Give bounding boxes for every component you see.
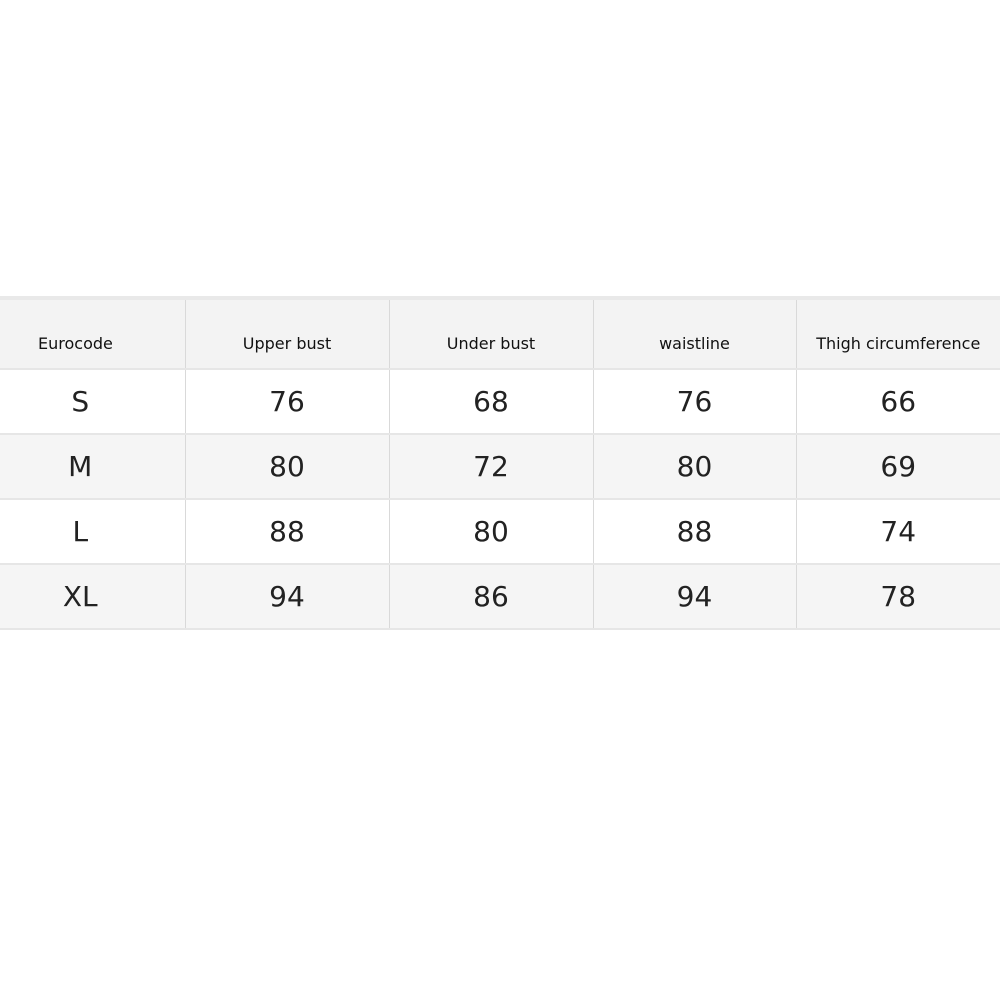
header-upper-bust: Upper bust xyxy=(185,298,389,369)
under-bust-cell: 68 xyxy=(389,369,593,434)
table-row xyxy=(0,564,1000,629)
header-row xyxy=(0,298,1000,369)
header-eurocode: Eurocode xyxy=(0,298,185,369)
thigh-circumference-cell: 78 xyxy=(796,564,1000,629)
upper-bust-cell: 94 xyxy=(185,564,389,629)
upper-bust-cell: 76 xyxy=(185,369,389,434)
upper-bust-cell: 80 xyxy=(185,434,389,499)
size-chart-table xyxy=(0,296,1000,630)
header-waistline: waistline xyxy=(593,298,796,369)
thigh-circumference-cell: 69 xyxy=(796,434,1000,499)
table-row xyxy=(0,499,1000,564)
waistline-cell: 94 xyxy=(593,564,796,629)
under-bust-cell: 80 xyxy=(389,499,593,564)
thigh-circumference-cell: 66 xyxy=(796,369,1000,434)
waistline-cell: 88 xyxy=(593,499,796,564)
size-cell: L xyxy=(0,499,185,564)
under-bust-cell: 72 xyxy=(389,434,593,499)
under-bust-cell: 86 xyxy=(389,564,593,629)
thigh-circumference-cell: 74 xyxy=(796,499,1000,564)
header-thigh-circumference: Thigh circumference xyxy=(796,298,1000,369)
size-cell: XL xyxy=(0,564,185,629)
table-row xyxy=(0,369,1000,434)
upper-bust-cell: 88 xyxy=(185,499,389,564)
waistline-cell: 80 xyxy=(593,434,796,499)
table-row xyxy=(0,434,1000,499)
size-cell: M xyxy=(0,434,185,499)
size-cell: S xyxy=(0,369,185,434)
waistline-cell: 76 xyxy=(593,369,796,434)
header-under-bust: Under bust xyxy=(389,298,593,369)
